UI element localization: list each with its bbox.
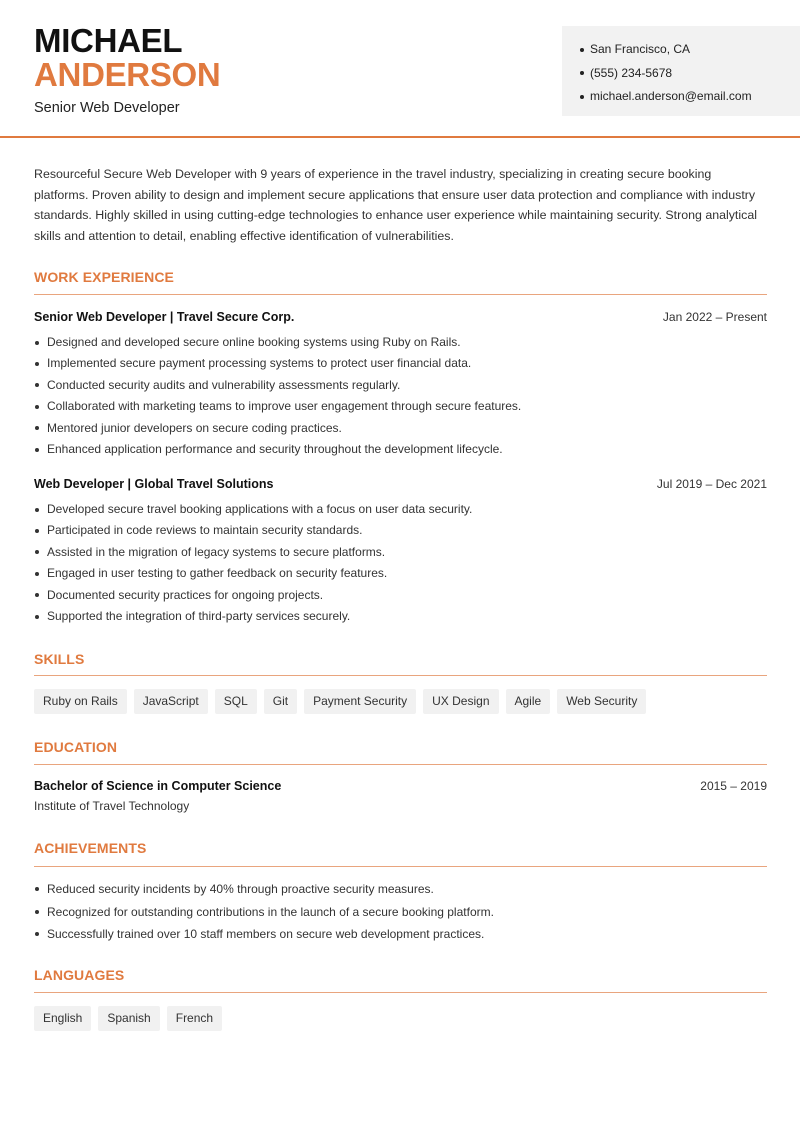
list-item — [34, 396, 767, 417]
bullet-icon — [35, 550, 39, 554]
section-title: EDUCATION — [34, 739, 118, 755]
section-title: LANGUAGES — [34, 967, 125, 983]
list-item — [34, 585, 767, 606]
skills-section — [34, 650, 767, 668]
list-item — [34, 439, 767, 460]
bullet-icon — [35, 341, 39, 345]
bullet-icon — [35, 508, 39, 512]
bullet-icon — [35, 362, 39, 366]
job-entry-2 — [34, 477, 767, 495]
education-dates: 2015 – 2019 — [700, 779, 767, 793]
bullet-icon — [580, 48, 584, 52]
resume-header — [0, 0, 800, 138]
bullet-text: Enhanced application performance and security throughout the development lifecycle. — [47, 441, 503, 456]
bullet-text: Conducted security audits and vulnerability assessments regularly. — [47, 377, 401, 392]
job-dates: Jan 2022 – Present — [662, 310, 767, 324]
contact-location — [580, 38, 800, 62]
bullet-text: Reduced security incidents by 40% through proactive security measures. — [47, 882, 434, 896]
list-item — [34, 606, 767, 627]
bullet-text: Documented security practices for ongoing projects. — [47, 587, 324, 602]
bullet-text: Engaged in user testing to gather feedback on security features. — [47, 566, 388, 581]
first-name: MICHAEL — [34, 22, 183, 59]
bullet-icon — [35, 887, 39, 891]
section-title: SKILLS — [34, 651, 85, 667]
bullet-text: Implemented secure payment processing systems to protect user financial data. — [47, 356, 472, 371]
bullet-icon — [35, 572, 39, 576]
bullet-text: Collaborated with marketing teams to improve user engagement through secure features. — [47, 399, 522, 414]
section-divider — [34, 675, 767, 676]
bullet-icon — [580, 95, 584, 99]
job-2-bullets — [34, 499, 767, 627]
skill-tag: Ruby on Rails — [34, 689, 127, 714]
language-tag: English — [34, 1006, 91, 1031]
contact-email-text[interactable]: michael.anderson@email.com — [590, 89, 752, 103]
bullet-icon — [580, 71, 584, 75]
bullet-text: Assisted in the migration of legacy systems to secure platforms. — [47, 544, 386, 559]
list-item — [34, 542, 767, 563]
list-item — [34, 418, 767, 439]
language-tag: Spanish — [98, 1006, 159, 1031]
skills-tags — [34, 689, 646, 714]
section-divider — [34, 992, 767, 993]
skill-tag: SQL — [215, 689, 257, 714]
skill-tag: Git — [264, 689, 297, 714]
contact-location-text: San Francisco, CA — [590, 42, 691, 56]
bullet-text: Supported the integration of third-party services securely. — [47, 608, 351, 623]
professional-summary: Resourceful Secure Web Developer with 9 years of experience in the travel industry, specializing in creating secure booking platforms. Proven ability to design and implement secure applications that ensure user data protection and compliance with industry standards. Highly skilled in using cutting-edge technologies to enhance user experience while maintaining security. Strong analytical skills and attention to detail, enabling effective identification of vulnerabilities. — [34, 167, 757, 243]
job-entry-1 — [34, 310, 767, 328]
list-item — [34, 499, 767, 520]
bullet-text: Mentored junior developers on secure coding practices. — [47, 420, 342, 435]
list-item — [34, 563, 767, 584]
section-divider — [34, 294, 767, 295]
contact-box — [562, 26, 800, 116]
section-title: ACHIEVEMENTS — [34, 840, 147, 856]
bullet-icon — [35, 593, 39, 597]
bullet-icon — [35, 426, 39, 430]
bullet-text: Recognized for outstanding contributions in the launch of a secure booking platform. — [47, 904, 494, 919]
job-heading: Web Developer | Global Travel Solutions — [34, 477, 274, 491]
section-divider — [34, 866, 767, 867]
job-heading: Senior Web Developer | Travel Secure Corp. — [34, 310, 295, 324]
bullet-icon — [35, 910, 39, 914]
education-degree: Bachelor of Science in Computer Science — [34, 779, 282, 793]
bullet-icon — [35, 529, 39, 533]
skill-tag: Web Security — [557, 689, 646, 714]
list-item — [34, 878, 767, 901]
bullet-icon — [35, 448, 39, 452]
education-school: Institute of Travel Technology — [34, 799, 190, 813]
list-item — [34, 332, 767, 353]
education-section — [34, 738, 767, 756]
contact-email[interactable] — [580, 85, 800, 109]
job-title: Senior Web Developer — [34, 100, 180, 116]
list-item — [34, 375, 767, 396]
language-tag: French — [167, 1006, 222, 1031]
contact-phone — [580, 62, 800, 86]
contact-phone-text: (555) 234-5678 — [590, 65, 673, 80]
skill-tag: JavaScript — [134, 689, 208, 714]
list-item — [34, 923, 767, 946]
list-item — [34, 520, 767, 541]
skill-tag: Payment Security — [304, 689, 416, 714]
work-experience-section — [34, 268, 767, 286]
bullet-icon — [35, 405, 39, 409]
languages-section — [34, 966, 767, 984]
skill-tag: UX Design — [423, 689, 498, 714]
bullet-text: Designed and developed secure online booking systems using Ruby on Rails. — [47, 335, 461, 349]
languages-tags — [34, 1006, 222, 1031]
bullet-icon — [35, 383, 39, 387]
achievements-section — [34, 839, 767, 857]
section-title: WORK EXPERIENCE — [34, 269, 174, 285]
bullet-text: Participated in code reviews to maintain security standards. — [47, 523, 363, 538]
job-1-bullets — [34, 332, 767, 460]
achievements-list — [34, 878, 767, 946]
bullet-icon — [35, 932, 39, 936]
job-dates: Jul 2019 – Dec 2021 — [656, 477, 767, 491]
skill-tag: Agile — [506, 689, 551, 714]
section-divider — [34, 764, 767, 765]
list-item — [34, 901, 767, 924]
bullet-icon — [35, 615, 39, 619]
bullet-text: Successfully trained over 10 staff members on secure web development practices. — [47, 927, 485, 941]
bullet-text: Developed secure travel booking applications with a focus on user data security. — [47, 502, 473, 516]
list-item — [34, 353, 767, 374]
last-name: ANDERSON — [34, 56, 221, 93]
